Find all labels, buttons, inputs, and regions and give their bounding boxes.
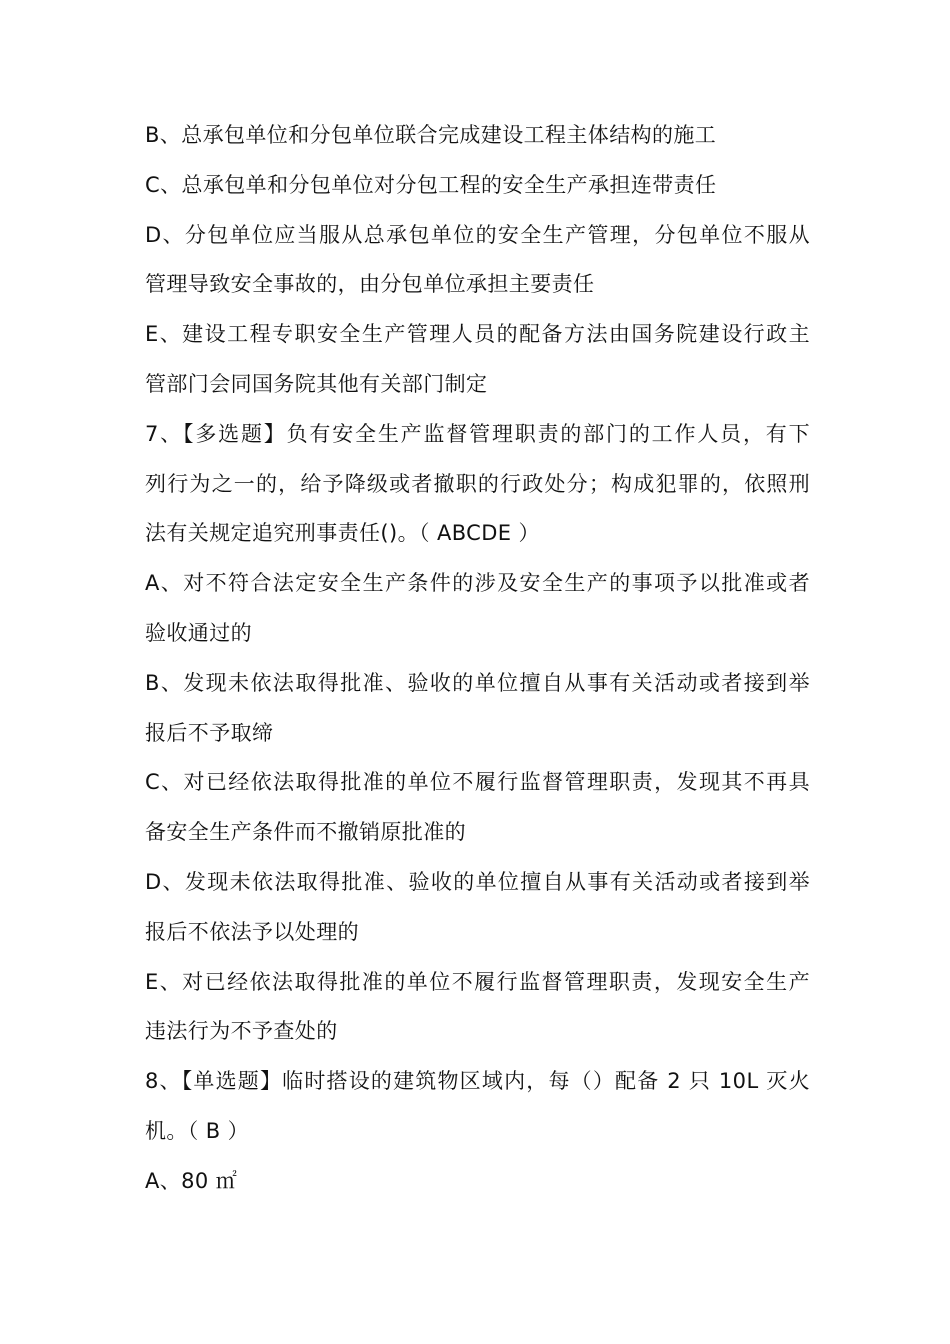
q7-option-a-line-2: 验收通过的 (145, 620, 252, 645)
q7-option-d-line-1: D、发现未依法取得批准、验收的单位擅自从事有关活动或者接到举 (145, 869, 810, 894)
q7-option-c-line-1: C、对已经依法取得批准的单位不履行监督管理职责，发现其不再具 (145, 770, 810, 795)
q7-option-e-line-1: E、对已经依法取得批准的单位不履行监督管理职责，发现安全生产 (145, 969, 810, 994)
q8-option-a-line: A、80 ㎡ (145, 1168, 238, 1193)
q7-option-d-line-2: 报后不依法予以处理的 (145, 919, 359, 944)
q7-option-b-line-1: B、发现未依法取得批准、验收的单位擅自从事有关活动或者接到举 (145, 670, 810, 695)
question-7-line-3: 法有关规定追究刑事责任()。（ ABCDE ） (145, 521, 540, 546)
question-8-line-2: 机。（ B ） (145, 1118, 250, 1143)
option-b-line: B、总承包单位和分包单位联合完成建设工程主体结构的施工 (145, 123, 717, 147)
option-c-line: C、总承包单和分包单位对分包工程的安全生产承担连带责任 (145, 172, 717, 197)
q7-option-b-line-2: 报后不予取缔 (145, 720, 274, 745)
q7-option-c-line-2: 备安全生产条件而不撤销原批准的 (145, 820, 466, 845)
q7-option-a-line-1: A、对不符合法定安全生产条件的涉及安全生产的事项予以批准或者 (145, 571, 810, 596)
option-d-line-2: 管理导致安全事故的，由分包单位承担主要责任 (145, 272, 595, 297)
option-d-line-1: D、分包单位应当服从总承包单位的安全生产管理，分包单位不服从 (145, 222, 810, 247)
option-e-line-1: E、建设工程专职安全生产管理人员的配备方法由国务院建设行政主 (145, 322, 810, 347)
q7-option-e-line-2: 违法行为不予查处的 (145, 1019, 338, 1044)
document-body (145, 111, 810, 1207)
question-8-line-1: 8、【单选题】临时搭设的建筑物区域内，每（）配备 2 只 10L 灭火 (145, 1069, 810, 1094)
question-7-line-1: 7、【多选题】负有安全生产监督管理职责的部门的工作人员，有下 (145, 421, 810, 446)
option-e-line-2: 管部门会同国务院其他有关部门制定 (145, 371, 488, 396)
question-7-line-2: 列行为之一的，给予降级或者撤职的行政处分；构成犯罪的，依照刑 (145, 471, 810, 496)
